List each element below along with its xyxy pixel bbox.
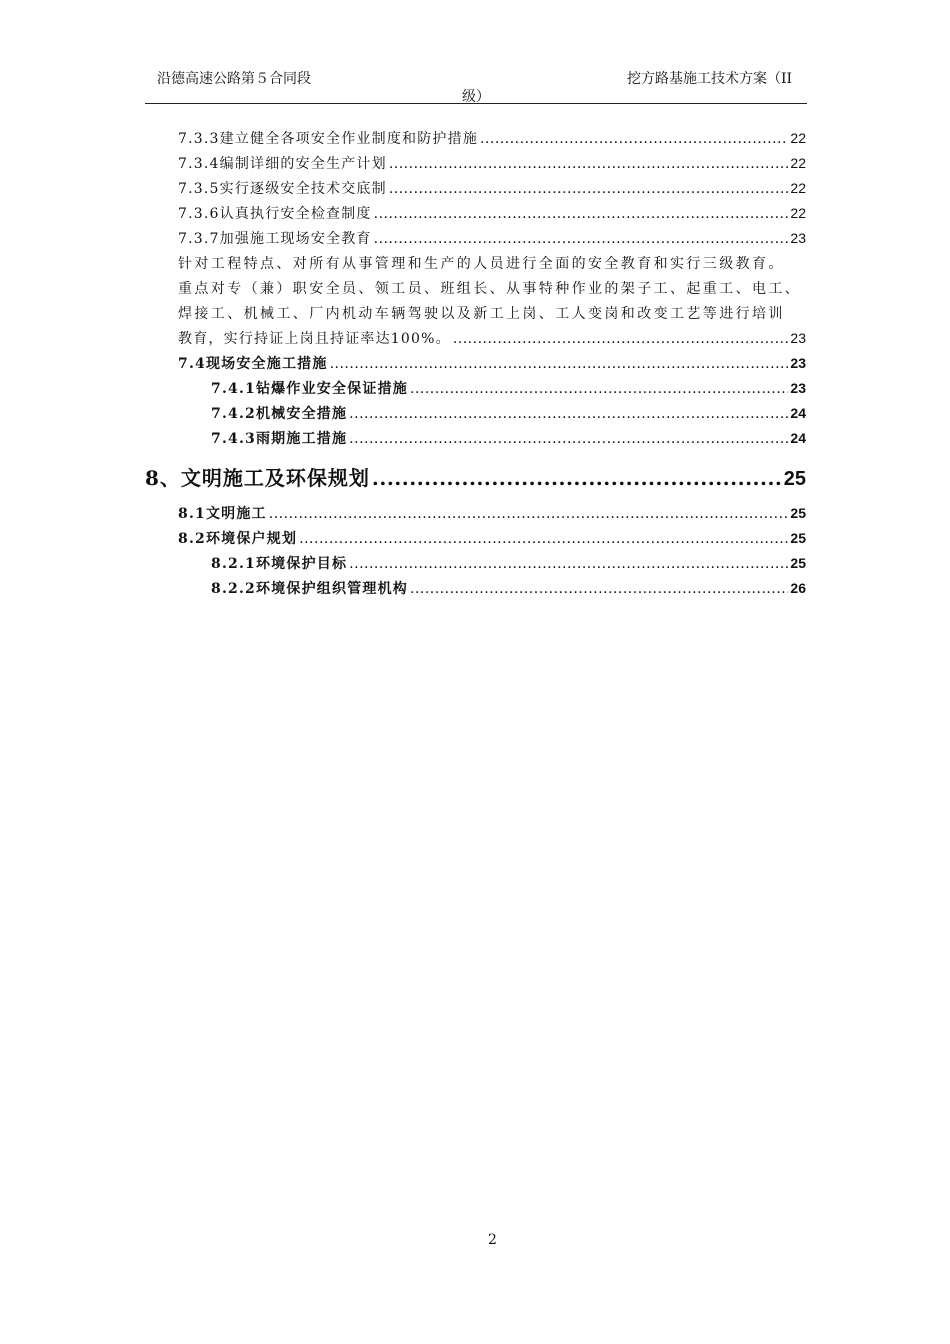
- toc-entry-page: 23: [790, 380, 806, 396]
- toc-entry-label: 7.3.5实行逐级安全技术交底制: [178, 181, 387, 197]
- toc-entry-page: 22: [790, 205, 806, 221]
- toc-leader-dots: [410, 381, 788, 397]
- header-document-title: 挖方路基施工技术方案（II: [627, 71, 793, 87]
- toc-leader-dots: [269, 506, 789, 522]
- toc-entry-label: 7.4.1钻爆作业安全保证措施: [211, 381, 408, 397]
- toc-entry-page: 23: [790, 230, 806, 246]
- toc-leader-dots: [453, 331, 789, 347]
- page-number: 2: [488, 1232, 497, 1248]
- toc-entry-7-3-5[interactable]: [178, 178, 806, 198]
- header-project-name: 沿德高速公路第５合同段: [157, 71, 311, 87]
- toc-entry-7-4-1[interactable]: [211, 378, 806, 398]
- toc-leader-dots: [389, 156, 789, 172]
- toc-entry-label: 8.2.2环境保护组织管理机构: [211, 581, 408, 597]
- toc-entry-page: 25: [790, 530, 806, 546]
- toc-leader-dots: [410, 581, 788, 597]
- toc-entry-label: 7.4现场安全施工措施: [178, 356, 328, 372]
- toc-entry-label: 7.4.2机械安全措施: [211, 406, 348, 422]
- header-divider: [145, 103, 807, 104]
- toc-entry-label: 8.2环境保户规划: [178, 531, 298, 547]
- toc-entry-label: 7.3.7加强施工现场安全教育: [178, 231, 372, 247]
- toc-chapter-8[interactable]: [145, 462, 806, 491]
- toc-entry-label: 8.2.1环境保护目标: [211, 556, 348, 572]
- toc-leader-dots: [349, 431, 788, 447]
- toc-entry-page: 23: [790, 355, 806, 371]
- toc-entry-text-line[interactable]: 重点对专（兼）职安全员、领工员、班组长、从事特种作业的架子工、起重工、电工、: [178, 281, 802, 297]
- toc-entry-page: 26: [790, 580, 806, 596]
- toc-entry-page: 24: [790, 430, 806, 446]
- toc-chapter-label: 8、文明施工及环保规划: [145, 466, 370, 490]
- toc-entry-7-4-3[interactable]: [211, 428, 806, 448]
- toc-leader-dots: [372, 466, 782, 490]
- toc-entry-page: 25: [790, 505, 806, 521]
- toc-entry-8-2[interactable]: [178, 528, 806, 548]
- toc-entry-8-1[interactable]: [178, 503, 806, 523]
- toc-leader-dots: [374, 231, 789, 247]
- toc-entry-label: 7.3.3建立健全各项安全作业制度和防护措施: [178, 131, 479, 147]
- toc-entry-7-3-4[interactable]: [178, 153, 806, 173]
- toc-entry-label: 7.3.4编制详细的安全生产计划: [178, 156, 387, 172]
- toc-entry-page: 23: [790, 330, 806, 346]
- toc-leader-dots: [480, 131, 788, 147]
- toc-entry-page: 22: [790, 180, 806, 196]
- toc-chapter-page: 25: [783, 468, 806, 490]
- toc-entry-7-4-2[interactable]: [211, 403, 806, 423]
- toc-entry-label: 教育，实行持证上岗且持证率达100%。: [178, 331, 451, 347]
- toc-entry-label: 7.4.3雨期施工措施: [211, 431, 348, 447]
- toc-entry-7-3-7[interactable]: [178, 228, 806, 248]
- toc-leader-dots: [349, 556, 788, 572]
- toc-entry-label: 8.1文明施工: [178, 506, 267, 522]
- toc-entry-page: 24: [790, 405, 806, 421]
- toc-leader-dots: [389, 181, 789, 197]
- toc-entry-7-3-3[interactable]: [178, 128, 806, 148]
- toc-entry-label: 7.3.6认真执行安全检查制度: [178, 206, 372, 222]
- toc-entry-text-line[interactable]: 针对工程特点、对所有从事管理和生产的人员进行全面的安全教育和实行三级教育。: [178, 256, 785, 272]
- toc-entry-7-4[interactable]: [178, 353, 806, 373]
- toc-entry-7-3-6[interactable]: [178, 203, 806, 223]
- toc-entry-8-2-2[interactable]: [211, 578, 806, 598]
- toc-leader-dots: [374, 206, 789, 222]
- toc-entry-training[interactable]: [178, 328, 806, 348]
- toc-leader-dots: [330, 356, 789, 372]
- toc-entry-page: 25: [790, 555, 806, 571]
- header-document-title-continued: 级）: [462, 89, 490, 105]
- toc-leader-dots: [299, 531, 788, 547]
- toc-entry-page: 22: [790, 130, 806, 146]
- toc-entry-text-line[interactable]: 焊接工、机械工、厂内机动车辆驾驶以及新工上岗、工人变岗和改变工艺等进行培训: [178, 306, 785, 322]
- toc-entry-page: 22: [790, 155, 806, 171]
- toc-entry-8-2-1[interactable]: [211, 553, 806, 573]
- toc-leader-dots: [349, 406, 788, 422]
